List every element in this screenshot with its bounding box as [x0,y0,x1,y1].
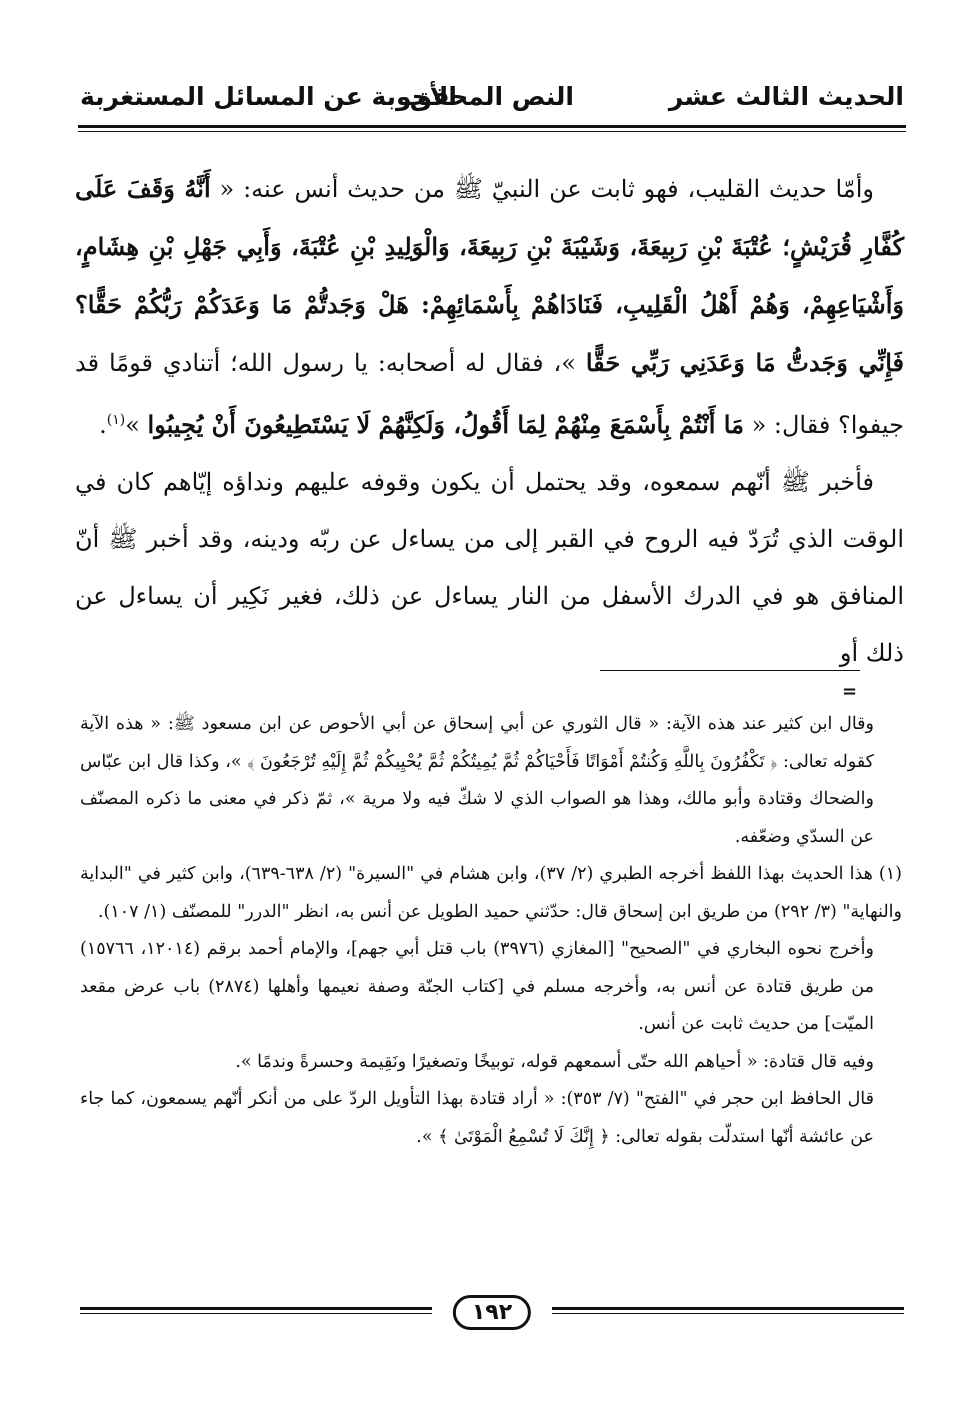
hadith-quote-first: أَنَّهُ وَقَفَ عَلَى كُفَّارِ قُرَيْشٍ؛ عُتْبَةَ بْنِ رَبِيعَةَ، وَشَيْبَةَ بْنِ رَبِيعَةَ، وَالْوَلِيدِ بْنِ عُتْبَةَ، وَأَبِي جَهْلِ بْنِ هِشَامٍ، وَأَشْيَاعِهِمْ، وَهُمْ أَهْلُ الْقَلِيبِ، فَنَادَاهُمْ بِأَسْمَائِهِمْ: هَلْ وَجَدتُّمْ مَا وَعَدَكُمْ رَبُّكُمْ حَقًّا؟ فَإِنِّي وَجَدتُّ مَا وَعَدَنِي رَبِّي حَقًّا [75,174,904,377]
header-divider [78,125,906,132]
footnote-separator [600,670,860,671]
page-footer [80,1295,904,1335]
footnote-1: (١) هذا الحديث بهذا اللفظ أخرجه الطبري (٢/ ٣٧)، وابن هشام في "السيرة" (٢/ ٦٣٨-٦٣٩)، وابن كثير في "البداية والنهاية" (٣/ ٢٩٢) من طريق ابن إسحاق قال: حدّثني حميد الطويل عن أنس به، انظر "الدرر" للمصنّف (١/ ١٠٧). [80,864,902,922]
footer-rule-right [552,1307,904,1314]
footnote-1-ibn-hajar: قال الحافظ ابن حجر في "الفتح" (٧/ ٣٥٣): « أراد قتادة بهذا التأويل الردّ على من أنكر أنّهم يسمعون، كما جاء عن عائشة أنّها استدلّت بقوله تعالى: ﴿ إِنَّكَ لَا تُسْمِعُ الْمَوْتَىٰ ﴾ ». [80,1089,874,1147]
running-header [80,82,904,122]
paragraph-explanation: فأخبر ﷺ أنّهم سمعوه، وقد يحتمل أن يكون وقوفه عليهم ونداؤه إيّاهم كان في الوقت الذي تُرَدّ فيه الروح في القبر إلى من يساءل عن ربّه ودينه، وقد أخبر ﷺ أنّ المنافق هو في الدرك الأسفل من النار يساءل عن ذلك، فغير نَكِير أن يساءل عن ذلك أو [75,468,904,667]
hadith-intro: وأمّا حديث القليب، فهو ثابت عن النبيّ ﷺ من حديث أنس عنه: « [219,175,874,203]
continuation-mark: = [842,681,858,702]
footnote-1-bukhari: وأخرج نحوه البخاري في "الصحيح" [المغازي (٣٩٧٦) باب قتل أبي جهم]، والإمام أحمد برقم (١٢٠١٤، ١٥٧٦٦) من طريق قتادة عن أنس به، وأخرجه مسلم في [كتاب الجنّة وصفة نعيمها وأهلها (٢٨٧٤) باب عرض مقعد الميّت] من حديث ثابت عن أنس. [80,939,874,1034]
page-number: ١٩٢ [453,1295,531,1330]
hadith-quote-second: مَا أَنْتُمْ بِأَسْمَعَ مِنْهُمْ لِمَا أَقُولُ، وَلَكِنَّهُمْ لَا يَسْتَطِيعُونَ أَنْ يُجِيبُوا [147,410,744,439]
hadith-close: » [125,411,140,439]
footer-rule-left [80,1307,432,1314]
paragraph-hadith: وأمّا حديث القليب، فهو ثابت عن النبيّ ﷺ من حديث أنس عنه: « أَنَّهُ وَقَفَ عَلَى كُفَّارِ قُرَيْشٍ؛ عُتْبَةَ بْنِ رَبِيعَةَ، وَشَيْبَةَ بْنِ رَبِيعَةَ، وَالْوَلِيدِ بْنِ عُتْبَةَ، وَأَبِي جَهْلِ بْنِ هِشَامٍ، وَأَشْيَاعِهِمْ، وَهُمْ أَهْلُ الْقَلِيبِ، فَنَادَاهُمْ بِأَسْمَائِهِمْ: هَلْ وَجَدتُّمْ مَا وَعَدَكُمْ رَبُّكُمْ حَقًّا؟ فَإِنِّي وَجَدتُّ مَا وَعَدَنِي رَبِّي حَقًّا »، فقال له أصحابه: يا رسول الله؛ أتنادي قومًا قد جيفوا؟ فقال: « مَا أَنْتُمْ بِأَسْمَعَ مِنْهُمْ لِمَا أَقُولُ، وَلَكِنَّهُمْ لَا يَسْتَطِيعُونَ أَنْ يُجِيبُوا »$^{(١)}$. [75,174,904,439]
main-text [75,160,904,682]
footnote-1-qatada: وفيه قال قتادة: « أحياهم الله حتّى أسمعهم قوله، توبيخًا وتصغيرًا ونَقِيمة وحسرةً وندمًا ». [235,1051,874,1072]
footnotes [80,706,902,1156]
header-section-title: النص المحقق [409,82,574,111]
footnote-reference[interactable]: (١) [106,412,126,428]
hadith-middle: »، فقال له أصحابه: يا رسول الله؛ أتنادي قومًا قد جيفوا؟ فقال: « [75,349,904,439]
header-chapter-title: الحديث الثالث عشر [668,82,904,111]
footnote-continuation: وقال ابن كثير عند هذه الآية: « قال الثوري عن أبي إسحاق عن أبي الأحوص عن ابن مسعود ﷺ: « هذه الآية كقوله تعالى: ﴿ تَكْفُرُونَ بِاللَّهِ وَكُنتُمْ أَمْوَاتًا فَأَحْيَاكُمْ ثُمَّ يُمِيتُكُمْ ثُمَّ يُحْيِيكُمْ ثُمَّ إِلَيْهِ تُرْجَعُونَ ﴾ »، وكذا قال ابن عبّاس والضحاك وقتادة وأبو مالك، وهذا هو الصواب الذي لا شكّ فيه ولا مرية »، ثمّ ذكر في معنى ما ذكره المصنّف عن السدّي وضعّفه. [80,714,874,847]
header-book-title: الأجوبة عن المسائل المستغربة [80,82,457,111]
